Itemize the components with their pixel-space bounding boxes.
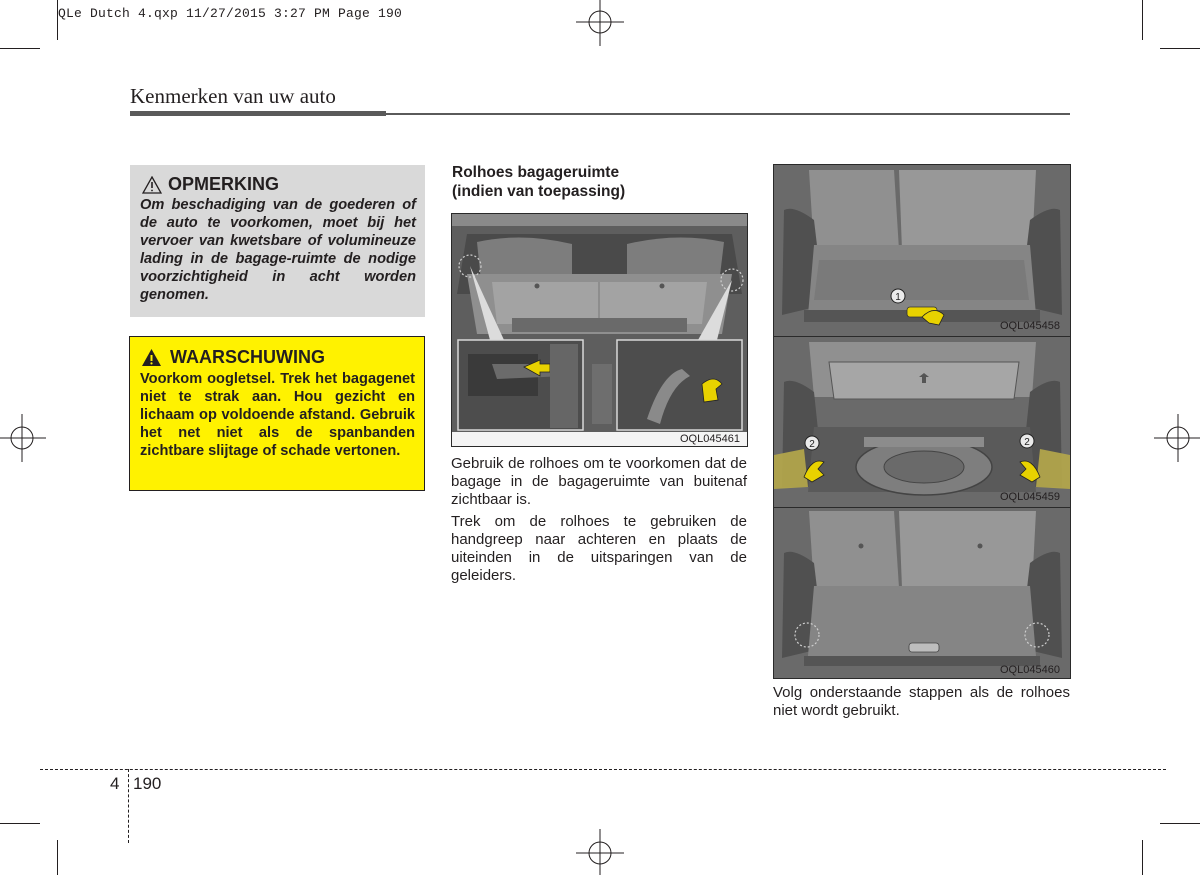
fig2-marker-right: 2 <box>1024 437 1030 448</box>
cargo-cover-paragraph-1: Gebruik de rolhoes om te voorkomen dat de bagage in de bagageruimte van buitenaf zichtbaar is. <box>451 455 747 508</box>
figure-code-oql045461: OQL045461 <box>680 433 740 445</box>
chapter-number: 4 <box>110 774 120 793</box>
warning-title: WAARSCHUWING <box>170 347 325 367</box>
cargo-cover-illustration-art <box>452 214 747 446</box>
notice-text: Om beschadiging van de goederen of de auto te voorkomen, moet bij het vervoer van kwetsbare of volumineuze lading in de bagage-ruimte de nodige voorzichtigheid in acht worden genomen. <box>140 197 416 303</box>
cargo-cover-title-line1: Rolhoes bagageruimte <box>452 164 620 181</box>
cargo-area-figure-3 <box>773 507 1071 679</box>
footer-dashed-divider <box>128 769 129 843</box>
cargo-area-figure-1 <box>773 164 1071 338</box>
header-rule-thin <box>386 113 1070 115</box>
header-rule-thick <box>130 111 386 116</box>
cargo-cover-title-line2: (indien van toepassing) <box>452 183 626 200</box>
cargo-cover-illustration <box>451 213 748 447</box>
page-number: 190 <box>133 774 162 793</box>
warning-box <box>129 336 425 491</box>
caution-triangle-icon <box>142 176 162 194</box>
cargo-area-figure-2 <box>773 336 1071 509</box>
fig1-marker: 1 <box>895 292 901 303</box>
registration-mark-left <box>0 412 46 464</box>
registration-mark-right <box>1154 412 1200 464</box>
notice-box <box>130 165 425 317</box>
cargo-area-figure-3-art <box>774 508 1070 678</box>
cargo-area-figure-1-art <box>774 165 1070 337</box>
registration-mark-bottom <box>570 829 630 875</box>
registration-mark-top <box>570 0 630 46</box>
footer-dashed-rule <box>40 769 1166 770</box>
notice-title: OPMERKING <box>168 174 280 194</box>
print-slug: QLe Dutch 4.qxp 11/27/2015 3:27 PM Page 190 <box>58 6 403 21</box>
storage-paragraph: Volg onderstaande stappen als de rolhoes niet wordt gebruikt. <box>773 684 1070 719</box>
warning-text: Voorkom oogletsel. Trek het bagagenet niet te strak aan. Hou gezicht en lichaam op voldoende afstand. Gebruik het net niet als de spanbanden zichtbare slijtage of schade vertonen. <box>140 371 415 459</box>
cargo-cover-paragraph-2: Trek om de rolhoes te gebruiken de handgreep naar achteren en plaats de uiteinden in de uitsparingen van de geleiders. <box>451 513 747 584</box>
cargo-cover-heading <box>452 163 625 201</box>
figure-code-oql045459: OQL045459 <box>1000 491 1060 503</box>
fig2-marker-left: 2 <box>809 439 815 450</box>
figure-code-oql045460: OQL045460 <box>1000 664 1060 676</box>
notice-heading <box>142 174 416 195</box>
cargo-area-figure-2-art <box>774 337 1070 508</box>
figure-code-oql045458: OQL045458 <box>1000 320 1060 332</box>
section-title: Kenmerken van uw auto <box>130 84 336 108</box>
warning-heading <box>141 347 415 368</box>
warning-triangle-icon <box>141 348 162 367</box>
